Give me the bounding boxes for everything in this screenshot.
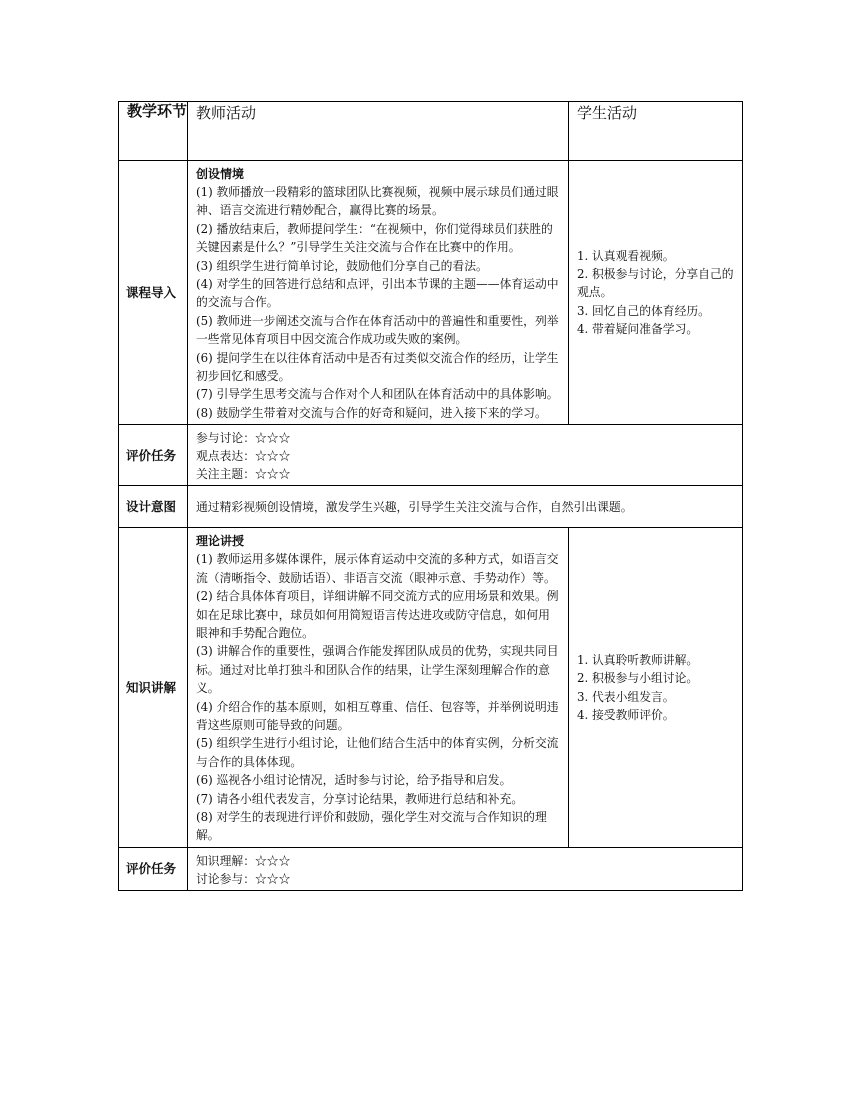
knowledge-teacher-activities: [188, 528, 569, 848]
intro-student-item: 1. 认真观看视频。: [577, 248, 675, 263]
knowledge-section-title: 理论讲授: [196, 534, 245, 549]
knowledge-row: [119, 528, 743, 848]
header-row: [119, 102, 743, 161]
knowledge-teacher-item: (2) 结合具体体育项目，详细讲解不同交流方式的应用场景和效果。例如在足球比赛中，球员如何用简短语言传达进攻或防守信息，如何用眼神和手势配合跑位。: [196, 589, 559, 640]
intro-teacher-activities: [188, 161, 569, 425]
intro-student-activities: [569, 161, 743, 425]
intro-student-item: 4. 带着疑问准备学习。: [577, 322, 699, 337]
knowledge-teacher-item: (1) 教师运用多媒体课件，展示体育运动中交流的多种方式，如语言交流（清晰指令、鼓励话语）、非语言交流（眼神示意、手势动作）等。: [196, 552, 559, 585]
intro-student-item: 3. 回忆自己的体育经历。: [577, 303, 710, 318]
intro-stage-label: 课程导入: [119, 161, 188, 425]
eval2-stage-label: 评价任务: [119, 847, 188, 890]
intro-teacher-item: (2) 播放结束后，教师提问学生：“在视频中，你们觉得球员们获胜的关键因素是什么？”引导学生关注交流与合作在比赛中的作用。: [196, 221, 553, 255]
eval1-row: [119, 425, 743, 486]
header-teacher-cell: 教师活动: [188, 102, 569, 161]
intent-text: 通过精彩视频创设情境，激发学生兴趣，引导学生关注交流与合作，自然引出课题。: [188, 486, 743, 528]
knowledge-teacher-item: (3) 讲解合作的重要性，强调合作能发挥团队成员的优势，实现共同目标。通过对比单打独斗和团队合作的结果，让学生深刻理解合作的意义。: [196, 644, 559, 696]
intro-section-title: 创设情境: [196, 167, 245, 181]
intro-student-item: 2. 积极参与讨论，分享自己的观点。: [577, 267, 734, 300]
eval1-ratings: [188, 425, 743, 486]
intro-teacher-item: (1) 教师播放一段精彩的篮球团队比赛视频，视频中展示球员们通过眼神、语言交流进行精妙配合，赢得比赛的场景。: [196, 185, 559, 218]
intro-teacher-item: (4) 对学生的回答进行总结和点评，引出本节课的主题——体育运动中的交流与合作。: [196, 277, 559, 310]
intro-teacher-item: (7) 引导学生思考交流与合作对个人和团队在体育活动中的具体影响。: [196, 387, 559, 402]
header-student-cell: 学生活动: [569, 102, 743, 161]
knowledge-student-activities: [569, 528, 743, 848]
knowledge-student-item: 4. 接受教师评价。: [577, 707, 675, 722]
intro-teacher-item: (8) 鼓励学生带着对交流与合作的好奇和疑问，进入接下来的学习。: [196, 405, 547, 420]
intent-stage-label: 设计意图: [119, 486, 188, 528]
rating-item: 参与讨论：☆☆☆: [196, 431, 291, 446]
knowledge-student-item: 2. 积极参与小组讨论。: [577, 671, 699, 686]
intro-teacher-item: (5) 教师进一步阐述交流与合作在体育活动中的普遍性和重要性，列举一些常见体育项目中因交流合作成功或失败的案例。: [196, 313, 559, 347]
rating-item: 观点表达：☆☆☆: [196, 449, 291, 464]
knowledge-teacher-item: (6) 巡视各小组讨论情况，适时参与讨论，给予指导和启发。: [196, 773, 512, 788]
intro-teacher-item: (3) 组织学生进行简单讨论，鼓励他们分享自己的看法。: [196, 258, 488, 273]
intro-teacher-item: (6) 提问学生在以往体育活动中是否有过类似交流合作的经历，让学生初步回忆和感受。: [196, 350, 559, 384]
rating-item: 关注主题：☆☆☆: [196, 467, 291, 482]
knowledge-teacher-item: (5) 组织学生进行小组讨论，让他们结合生活中的体育实例，分析交流与合作的具体体现。: [196, 736, 559, 769]
knowledge-teacher-item: (7) 请各小组代表发言，分享讨论结果，教师进行总结和补充。: [196, 791, 524, 806]
eval2-ratings: [188, 847, 743, 890]
knowledge-student-item: 3. 代表小组发言。: [577, 689, 675, 704]
rating-item: 讨论参与：☆☆☆: [196, 871, 291, 886]
rating-item: 知识理解：☆☆☆: [196, 853, 291, 868]
intent-row: [119, 486, 743, 528]
lesson-plan-table: [118, 101, 743, 891]
knowledge-teacher-item: (4) 介绍合作的基本原则，如相互尊重、信任、包容等，并举例说明违背这些原则可能导致的问题。: [196, 699, 559, 732]
eval1-stage-label: 评价任务: [119, 425, 188, 486]
knowledge-student-item: 1. 认真聆听教师讲解。: [577, 652, 699, 667]
header-stage-cell: 教学环节: [119, 102, 188, 161]
eval2-row: [119, 847, 743, 890]
knowledge-stage-label: 知识讲解: [119, 528, 188, 848]
knowledge-teacher-item: (8) 对学生的表现进行评价和鼓励，强化学生对交流与合作知识的理解。: [196, 809, 547, 843]
intro-row: [119, 161, 743, 425]
